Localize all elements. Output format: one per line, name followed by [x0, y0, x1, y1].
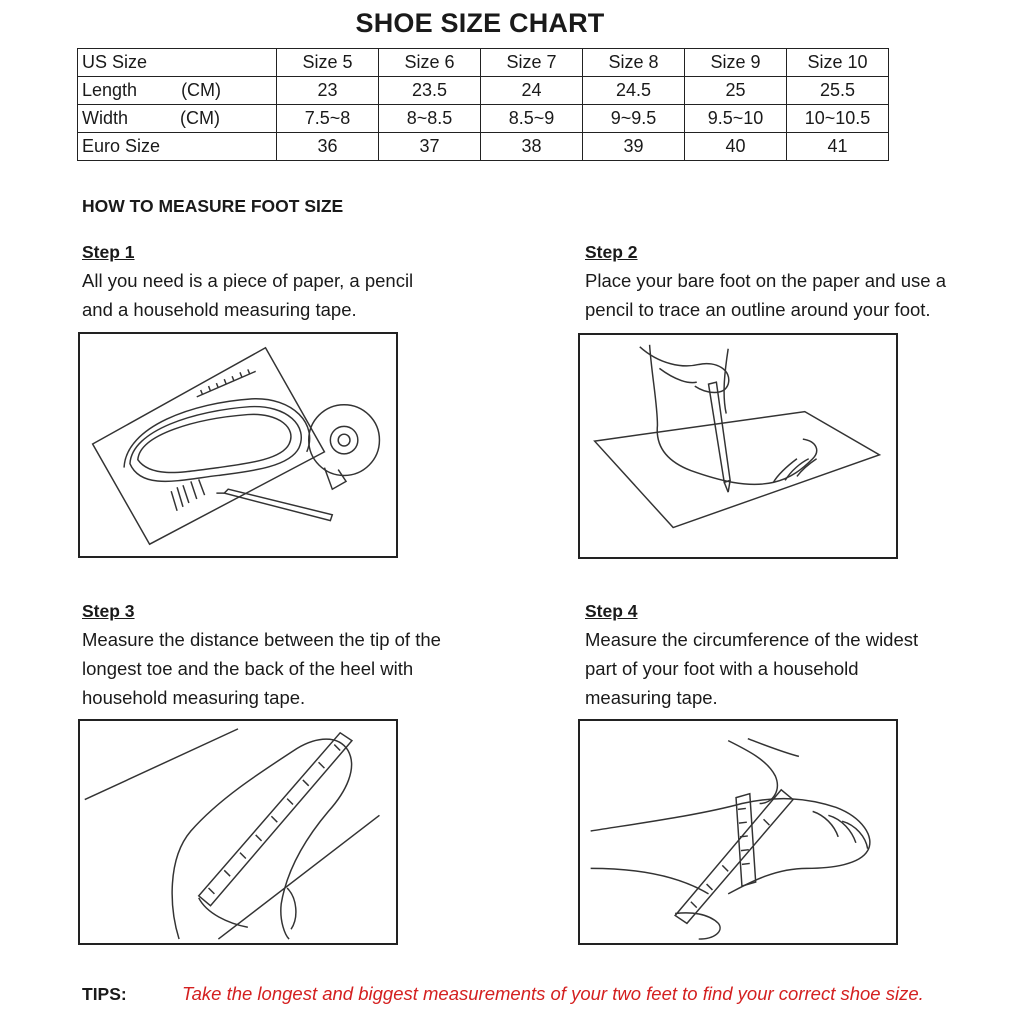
- table-cell: 37: [379, 133, 481, 161]
- table-cell: 24: [481, 77, 583, 105]
- table-cell: 39: [583, 133, 685, 161]
- step-1-text: All you need is a piece of paper, a pencil and a household measuring tape.: [82, 270, 414, 320]
- table-row-length: [78, 77, 889, 105]
- table-cell: 38: [481, 133, 583, 161]
- table-cell: 10~10.5: [787, 105, 889, 133]
- table-row-euro-size: [78, 133, 889, 161]
- step-2-text: Place your bare foot on the paper and use a pencil to trace an outline around your foot.: [585, 270, 947, 320]
- tips-text: Take the longest and biggest measurements of your two feet to find your correct shoe size.: [182, 983, 924, 1004]
- table-cell: Size 7: [481, 49, 583, 77]
- table-cell: 25: [685, 77, 787, 105]
- table-row-width: [78, 105, 889, 133]
- step-2-illustration: [578, 333, 898, 559]
- step-1-illustration: [78, 332, 398, 558]
- tips-label: TIPS:: [82, 984, 127, 1004]
- step-4-heading: Step 4: [585, 601, 638, 621]
- table-cell: Size 6: [379, 49, 481, 77]
- table-cell: Size 10: [787, 49, 889, 77]
- table-cell: 36: [277, 133, 379, 161]
- section-heading: HOW TO MEASURE FOOT SIZE: [82, 196, 344, 216]
- table-cell: 9.5~10: [685, 105, 787, 133]
- step-4-text: Measure the circumference of the widest part of your foot with a household measuring tape.: [585, 629, 919, 708]
- row-label: Width (CM): [78, 105, 277, 133]
- row-label: Length (CM): [78, 77, 277, 105]
- table-cell: Size 5: [277, 49, 379, 77]
- step-4-illustration: [578, 719, 898, 945]
- table-cell: 41: [787, 133, 889, 161]
- measure-length-icon: [80, 721, 396, 943]
- table-cell: Size 8: [583, 49, 685, 77]
- step-3-text: Measure the distance between the tip of the longest toe and the back of the heel with household measuring tape.: [82, 629, 441, 708]
- table-cell: 25.5: [787, 77, 889, 105]
- step-3-illustration: [78, 719, 398, 945]
- table-cell: 24.5: [583, 77, 685, 105]
- row-label: US Size: [78, 49, 277, 77]
- step-1-heading: Step 1: [82, 242, 135, 262]
- table-cell: 7.5~8: [277, 105, 379, 133]
- table-cell: 23: [277, 77, 379, 105]
- table-cell: 8~8.5: [379, 105, 481, 133]
- table-cell: 8.5~9: [481, 105, 583, 133]
- table-cell: 9~9.5: [583, 105, 685, 133]
- page-title: SHOE SIZE CHART: [355, 8, 605, 38]
- table-cell: 23.5: [379, 77, 481, 105]
- row-label: Euro Size: [78, 133, 277, 161]
- table-cell: 40: [685, 133, 787, 161]
- table-row-us-size: [78, 49, 889, 77]
- trace-foot-icon: [580, 335, 896, 557]
- step-3-heading: Step 3: [82, 601, 135, 621]
- measure-width-icon: [580, 721, 896, 943]
- size-chart-table: [77, 48, 889, 161]
- step-2-heading: Step 2: [585, 242, 638, 262]
- paper-pencil-tape-icon: [80, 334, 396, 556]
- table-cell: Size 9: [685, 49, 787, 77]
